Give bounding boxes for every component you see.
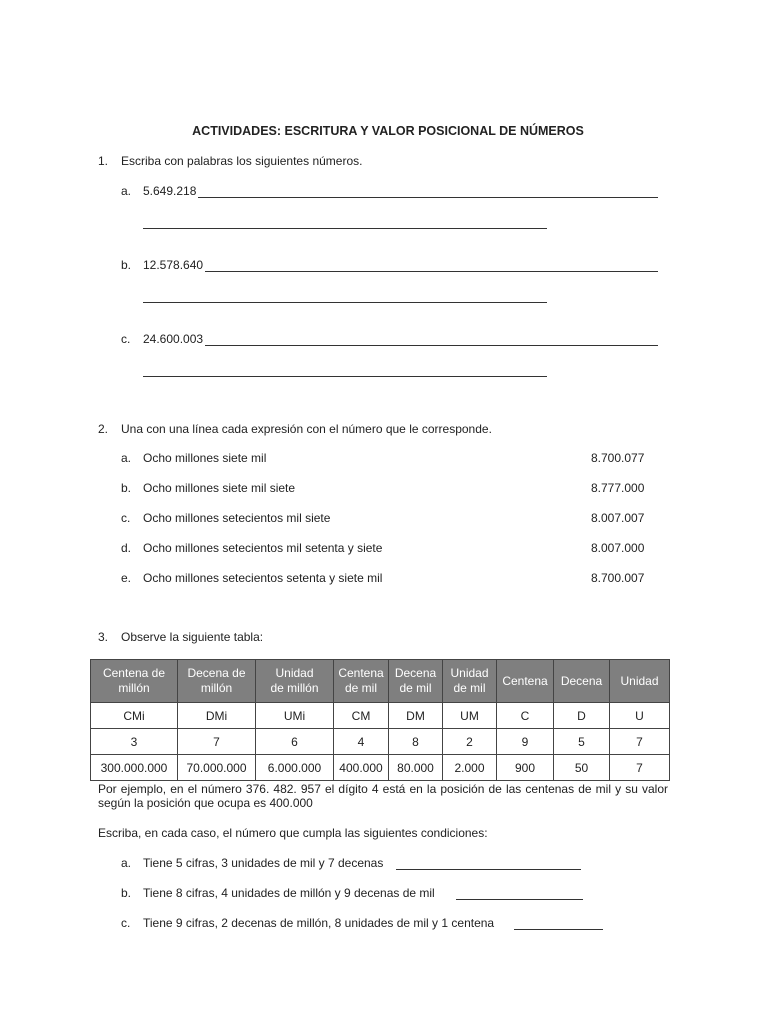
table-cell: 2.000 bbox=[443, 755, 497, 781]
answer-line bbox=[456, 899, 583, 900]
table-row bbox=[91, 703, 670, 729]
table-header: Unidad de millón bbox=[256, 660, 334, 703]
table-cell: 7 bbox=[610, 755, 670, 781]
q1-text: Escriba con palabras los siguientes números. bbox=[121, 154, 363, 168]
table-cell: 6.000.000 bbox=[256, 755, 334, 781]
q1-item-b-letter: b. bbox=[121, 258, 132, 272]
table-cell: UMi bbox=[256, 703, 334, 729]
table-cell: 50 bbox=[554, 755, 610, 781]
table-cell: 7 bbox=[610, 729, 670, 755]
table-header: Unidad bbox=[610, 660, 670, 703]
table-cell: 3 bbox=[91, 729, 178, 755]
q2-item-b-value: 8.777.000 bbox=[591, 481, 645, 495]
table-cell: U bbox=[610, 703, 670, 729]
table-header: Decena bbox=[554, 660, 610, 703]
table-cell: 900 bbox=[497, 755, 554, 781]
answer-line bbox=[514, 929, 603, 930]
table-row bbox=[91, 755, 670, 781]
q2-item-d-expr: Ocho millones setecientos mil setenta y siete bbox=[143, 541, 383, 555]
answer-line bbox=[143, 228, 547, 229]
q2-item-b-expr: Ocho millones siete mil siete bbox=[143, 481, 296, 495]
table-header: Unidad de mil bbox=[443, 660, 497, 703]
q3-condition-c-text: Tiene 9 cifras, 2 decenas de millón, 8 unidades de mil y 1 centena bbox=[143, 916, 495, 930]
q2-item-c-value: 8.007.007 bbox=[591, 511, 645, 525]
table-cell: DM bbox=[389, 703, 443, 729]
q3-text: Observe la siguiente tabla: bbox=[121, 630, 264, 644]
table-header: Centena de millón bbox=[91, 660, 178, 703]
q3-condition-b-letter: b. bbox=[121, 886, 132, 900]
answer-line bbox=[205, 345, 658, 346]
table-header: Centena bbox=[497, 660, 554, 703]
table-cell: DMi bbox=[178, 703, 256, 729]
q3-number: 3. bbox=[98, 630, 109, 644]
q1-item-a-letter: a. bbox=[121, 184, 132, 198]
q2-item-a-value: 8.700.077 bbox=[591, 451, 645, 465]
q2-number: 2. bbox=[98, 422, 109, 436]
table-cell: 300.000.000 bbox=[91, 755, 178, 781]
table-cell: UM bbox=[443, 703, 497, 729]
answer-line bbox=[198, 197, 658, 198]
table-header: Centena de mil bbox=[334, 660, 389, 703]
q1-item-a-number: 5.649.218 bbox=[143, 184, 197, 198]
table-cell: CM bbox=[334, 703, 389, 729]
q2-item-c-letter: c. bbox=[121, 511, 131, 525]
q3-instruction: Escriba, en cada caso, el número que cumpla las siguientes condiciones: bbox=[98, 826, 488, 840]
answer-line bbox=[205, 271, 658, 272]
table-cell: 2 bbox=[443, 729, 497, 755]
q3-condition-a-text: Tiene 5 cifras, 3 unidades de mil y 7 decenas bbox=[143, 856, 384, 870]
q2-item-b-letter: b. bbox=[121, 481, 132, 495]
q1-item-b-number: 12.578.640 bbox=[143, 258, 204, 272]
table-cell: 9 bbox=[497, 729, 554, 755]
table-cell: 6 bbox=[256, 729, 334, 755]
q3-condition-b-text: Tiene 8 cifras, 4 unidades de millón y 9 decenas de mil bbox=[143, 886, 435, 900]
table-header: Decena de mil bbox=[389, 660, 443, 703]
q2-item-e-letter: e. bbox=[121, 571, 132, 585]
q2-item-a-letter: a. bbox=[121, 451, 132, 465]
table-header: Decena de millón bbox=[178, 660, 256, 703]
table-cell: 7 bbox=[178, 729, 256, 755]
answer-line bbox=[143, 376, 547, 377]
q2-item-c-expr: Ocho millones setecientos mil siete bbox=[143, 511, 331, 525]
table-cell: C bbox=[497, 703, 554, 729]
table-cell: D bbox=[554, 703, 610, 729]
table-header-row bbox=[91, 660, 670, 703]
q2-item-d-letter: d. bbox=[121, 541, 132, 555]
answer-line bbox=[396, 869, 581, 870]
q3-condition-a-letter: a. bbox=[121, 856, 132, 870]
q1-number: 1. bbox=[98, 154, 109, 168]
example-paragraph: Por ejemplo, en el número 376. 482. 957 el dígito 4 está en la posición de las centenas de mil y su valor según la posición que ocupa es 400.000 bbox=[98, 782, 668, 810]
q2-text: Una con una línea cada expresión con el número que le corresponde. bbox=[121, 422, 492, 436]
q2-item-e-value: 8.700.007 bbox=[591, 571, 645, 585]
q2-item-a-expr: Ocho millones siete mil bbox=[143, 451, 267, 465]
q2-item-e-expr: Ocho millones setecientos setenta y siete mil bbox=[143, 571, 383, 585]
table-cell: 400.000 bbox=[334, 755, 389, 781]
q2-item-d-value: 8.007.000 bbox=[591, 541, 645, 555]
q1-item-c-letter: c. bbox=[121, 332, 131, 346]
table-cell: 80.000 bbox=[389, 755, 443, 781]
table-cell: CMi bbox=[91, 703, 178, 729]
table-cell: 70.000.000 bbox=[178, 755, 256, 781]
place-value-table bbox=[90, 659, 670, 781]
table-cell: 5 bbox=[554, 729, 610, 755]
q1-item-c-number: 24.600.003 bbox=[143, 332, 204, 346]
q3-condition-c-letter: c. bbox=[121, 916, 131, 930]
table-cell: 8 bbox=[389, 729, 443, 755]
table-row bbox=[91, 729, 670, 755]
page-title: ACTIVIDADES: ESCRITURA Y VALOR POSICIONAL DE NÚMEROS bbox=[192, 124, 584, 138]
answer-line bbox=[143, 302, 547, 303]
table-cell: 4 bbox=[334, 729, 389, 755]
